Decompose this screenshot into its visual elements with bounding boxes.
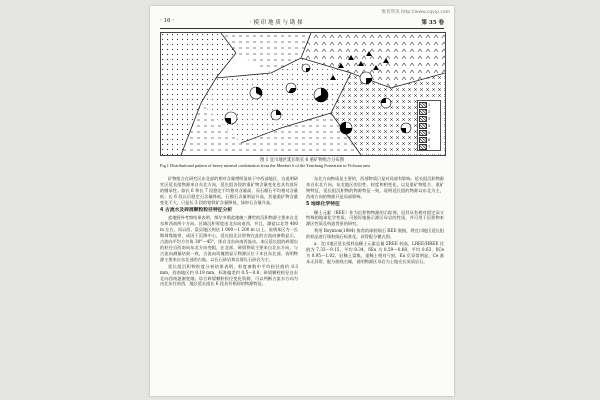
right-column [306,176,444,266]
journal-name: · 模 印 地 质 与 勘 探 [250,20,303,26]
paragraph: 东北方向物质是主要的，西部物质只是对局部有影响。延长组沉积物源来自东北方向，东北地区的岩性、粒度和相变化，以及重矿物组合、重矿物特征，延长组沉积物的物源特征一致，说明延长组的物源以东北为主，西南方向的物源只是局部影响。 [306,176,444,199]
paragraph: 延长组沉积物粒度分析结果表明，粒度参数中平均粒径值约 0.3 mm，西南地区约 0.19 mm，标准偏差约 0.5～0.8，碎屑颗粒粒径自东北向西南逐渐变细。综合碎屑颗粒粒径变化资源，可以判断古流水方向为由北东往南西，地区延长组长 6 段具有相同的物源特征。 [160,263,298,287]
paragraph: 稀土元素（REE）作为沉积物物源的示踪剂，因其具有相对稳定而又特殊的地球化学性质，可很好地指示源区母岩的性质，并可用于沉积物来源区性质及构造背景的研究。 [306,209,444,227]
paper-page [150,6,454,396]
caption-chinese: 图 1 宜川地区延长组长 6 重矿物组合分布图 [260,158,344,163]
page-number: · 16 · [160,18,174,24]
section-heading: 5 地球化学特征 [306,201,340,207]
map-graphic [161,33,445,155]
figure-caption [160,158,444,169]
section-heading: 4 古流水及碎屑颗粒粒径特征分析 [160,207,233,213]
volume-label: 第 35 卷 [421,20,444,26]
paragraph: 利用 Boynton(1984) 推荐的球粒陨石 REE 数据，将宜川地区延长组的样品进行球粒陨石标准化，获得配分模式图。 [306,228,444,240]
map-legend: 1 2 3 4 5 6 7 [417,100,441,151]
caption-english: Fig.1 Distributional pattern of heavy mineral combination from the Member 6 of the Yanchang Formation in Yichuan area [160,163,370,169]
page-header [160,16,444,29]
left-column [160,176,298,288]
paragraph: 盆地野外考察结果表明，鄂尔多斯盆地晚三叠世的沉积物源主要来自北东和西南两个方向。区域沉积厚度由北东向南西，并且，湖盆以北等 400 m 左右，而以西，富县地区则达 1 000～1 200 m 以上，说明本区为一长期周缘地带，成因于沉降中心，延长组北区积物在此的古流向参数显示，古流向平均方位角 30°～45°，即自北东向南西流动。本区延长组的碎屑岩的粒径自西南向东北方向变粗，在北部，碎屑物质主要来自北东方向，与古流向测量结果一致，古流向玫瑰图显示物源区位于本区东北部，表明物源主要来自东北部的古陆，以长石砂岩和岩屑长石砂岩为主。 [160,215,298,262]
paragraph: 矿物组合在研究区东北部的相对含量增明显低于中西部地区，这说明研究区延长组物源来自东北方向，延长组各段的重矿物含量变化也具有良好的继承性。如长 6 和长 7 段稳定不均相对含量高，而石榴石平均相对含量低；长 6 段以后稳定石含量降低，石榴石含量明显升高，其他重矿物含量变化不大，只是长 3 段的锆铁矿含量降低，绿帘石含量升高。 [160,176,298,205]
paragraph: a．宜川地区延长组样品稀土元素总量 ΣREE 较高，LREE/HREE 比值为 7.33～9.15，平均 8.34，δEu 为 0.59～0.68，平均 0.63，δCe 为 0.95～1.02，轻稀土富集，重稀土相对亏损，Eu 负异常明显，Ce 基本无异常，配分曲线右倾，说明物源区母岩为上地壳长英质岩石。 [306,241,444,264]
heavy-mineral-map [160,32,446,156]
watermark: 维普资讯 http://www.cqvip.com [381,10,450,15]
